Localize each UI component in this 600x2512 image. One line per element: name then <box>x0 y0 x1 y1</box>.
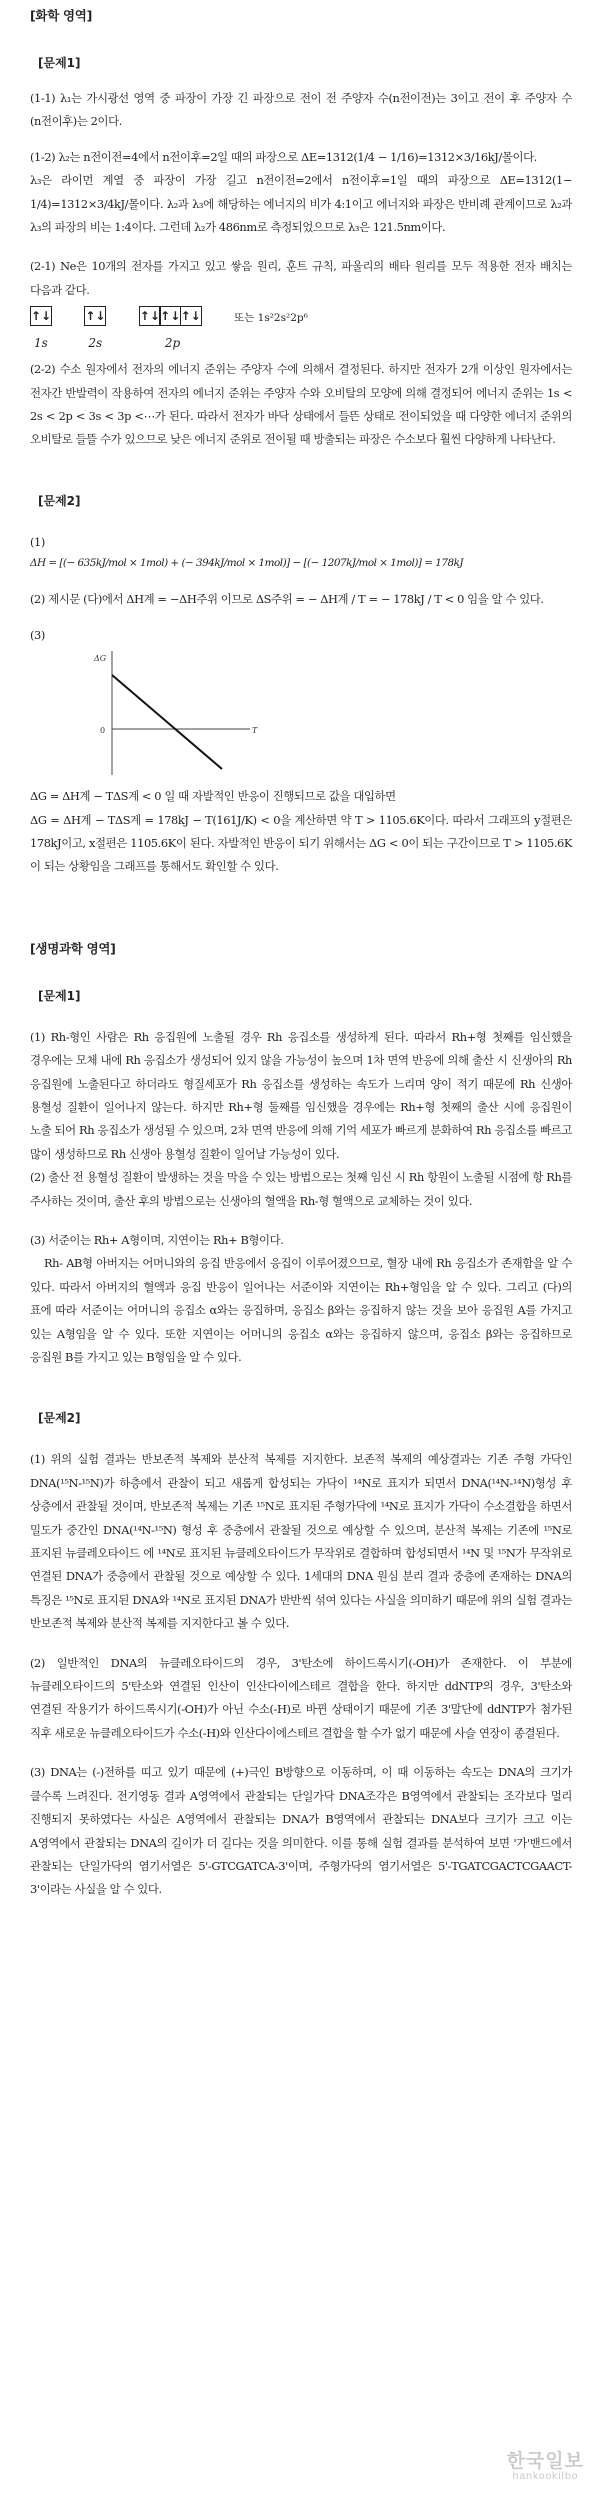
orbital-2p <box>139 306 200 350</box>
watermark-korean: 한국일보 <box>506 2450 584 2472</box>
graph-x-label: T <box>252 726 258 736</box>
chem-p2-q3-text1: ΔG = ΔH계 − TΔS계 < 0 일 때 자발적인 반응이 진행되므로 값을 대입하면 <box>30 789 396 804</box>
chem-p2-q3-label: (3) <box>30 627 45 642</box>
chem-p2-q2: (2) 제시문 (다)에서 ΔH계 = −ΔH주위 이므로 ΔS주위 = − ΔH계 / T = − 178kJ / T < 0 임을 알 수 있다. <box>30 592 544 607</box>
chem-p2-q1-label: (1) <box>30 534 45 549</box>
bio-p2-q2: (2) 일반적인 DNA의 뉴클레오타이드의 경우, 3'탄소에 하이드록시기(-OH)가 존재한다. 이 부분에 뉴클레오타이드의 5'탄소와 연결된 인산이 인산다이에스테르 결합을 한다. 하지만 ddNTP의 경우, 3'탄소와 연결된 작용기가 하이드록시기(-OH)가 아닌 수소(-H)로 바뀐 상태이기 때문에 기존 3'말단에 ddNTP가 첨가된 직후 새로운 뉴클레오타이드가 수소(-H)와 인산다이에스테르 결합을 할 수가 없기 때문에 사슬 연장이 종결된다. <box>30 1655 572 1740</box>
graph-origin-label: 0 <box>100 726 106 736</box>
bio-q2: (2) 출산 전 용혈성 질환이 발생하는 것을 막을 수 있는 방법으로는 첫째 임신 시 Rh 항원이 노출될 시점에 항 Rh를 주사하는 것이며, 출산 후의 방법으로는 신생아의 혈액을 Rh-형 혈액으로 교체하는 것이 있다. <box>30 1170 572 1208</box>
orbital-label: 1s <box>34 336 48 351</box>
orbital-1s <box>30 306 50 350</box>
orbital-box: ↑↓ <box>30 306 52 326</box>
orbital-box: ↑↓ <box>159 306 181 326</box>
bio-problem1-title: [문제1] <box>38 988 81 1003</box>
orbital-label: 2s <box>88 336 103 351</box>
chem-q1-1: (1-1) λ₁는 가시광선 영역 중 파장이 가장 긴 파장으로 전이 전 주양자 수(n전이전)는 3이고 전이 후 주양자 수(n전이후)는 2이다. <box>30 91 572 129</box>
orbital-box: ↑↓ <box>180 306 202 326</box>
chem-p2-q3-text2: ΔG = ΔH계 − TΔS계 = 178kJ − T(161J/K) < 0을 계산하면 약 T > 1105.6K이다. 따라서 그래프의 y절편은 178kJ이고, x절편은 1105.6K이 된다. 자발적인 반응이 되기 위해서는 ΔG < 0이 되는 구간이므로 T > 1105.6K 이 되는 상황임을 그래프를 통해서도 확인할 수 있다. <box>30 812 572 874</box>
gibbs-line <box>112 675 222 769</box>
chemistry-area-title: [화학 영역] <box>30 8 92 23</box>
gibbs-energy-graph <box>90 647 260 777</box>
bio-p2-q1: (1) 위의 실험 결과는 반보존적 복제와 분산적 복제를 지지한다. 보존적 복제의 예상결과는 기존 주형 가닥인 DNA(¹⁵N-¹⁵N)가 하층에서 관찰이 되고 새롭게 합성되는 가닥이 ¹⁴N로 표지가 되면서 DNA(¹⁴N-¹⁴N)형성 후 상층에서 관찰될 것이며, 반보존적 복제는 기존 ¹⁵N로 표지된 주형가닥에 ¹⁴N로 표지가 가닥이 수소결합을 하면서 밀도가 중간인 DNA(¹⁴N-¹⁵N) 형성 후 중층에서 관찰될 것으로 예상할 수 있으며, 분산적 복제는 기존에 ¹⁵N로 표지된 뉴클레오타이드 에 ¹⁴N로 표지된 뉴클레오타이드가 무작위로 결합하며 합성되면서 ¹⁴N 및 ¹⁵N가 무작위로 연결된 DNA가 중층에서 관찰될 것으로 예상할 수 있다. 1세대의 DNA 원심 분리 결과 중층에 존재하는 DNA의 특징은 ¹⁵N로 표지된 DNA와 ¹⁴N로 표지된 DNA가 반반씩 섞여 있다는 사실을 의미하기 때문에 위의 실험 결과는 반보존적 복제와 분산적 복제를 지지한다고 볼 수 있다. <box>30 1452 572 1631</box>
biology-area-title: [생명과학 영역] <box>30 940 116 956</box>
orbital-box: ↑↓ <box>84 306 106 326</box>
chem-q1-2-body: λ₃은 라이먼 계열 중 파장이 가장 길고 n전이전=2에서 n전이후=1일 때의 파장으로 ΔE=1312(1− 1/4)=1312×3/4kJ/몰이다. λ₂과 λ₃에 해당하는 에너지의 비가 4:1이고 에너지와 파장은 반비례 관계이므로 λ₂과 λ₃의 파장의 비는 1:4이다. 그런데 λ₂가 486nm로 측정되었으므로 λ₃은 121.5nm이다. <box>30 173 572 235</box>
watermark-english: hankookilbo <box>512 2471 579 2482</box>
electron-configuration-diagram <box>30 302 572 358</box>
orbital-alt-notation: 또는 1s²2s²2p⁶ <box>234 312 308 325</box>
bio-problem2-title: [문제2] <box>38 1411 81 1426</box>
chem-q2-1: (2-1) Ne은 10개의 전자를 가지고 있고 쌓음 원리, 훈트 규칙, 파울리의 배타 원리를 모두 적용한 전자 배치는 다음과 같다. <box>30 259 572 297</box>
bio-q3-body: Rh- AB형 아버지는 어머니와의 응집 반응에서 응집이 이루어졌으므로, 혈장 내에 Rh 응집소가 존재함을 알 수 있다. 따라서 아버지의 혈액과 응집 반응이 일어나는 서준이와 지연이는 Rh+형임을 알 수 있다. 그리고 (다)의 표에 따라 서준이는 어머니의 응집소 α와는 응집하며, 응집소 β와는 응집하지 않는 것을 보아 응집원 A를 가지고 있는 A형임을 알 수 있다. 또한 지연이는 어머니의 응집소 α와는 응집하지 않으며, 응집소 β와는 응집하므로 응집원 B를 가지고 있는 B형임을 알 수 있다. <box>30 1256 572 1364</box>
newspaper-watermark <box>507 2446 584 2482</box>
chem-q1-2-intro: (1-2) λ₂는 n전이전=4에서 n전이후=2일 때의 파장으로 ΔE=1312(1/4 − 1/16)=1312×3/16kJ/몰이다. <box>30 149 537 164</box>
orbital-label: 2p <box>164 336 181 351</box>
chem-problem2-title: [문제2] <box>38 493 81 508</box>
bio-p2-q3: (3) DNA는 (-)전하를 띠고 있기 때문에 (+)극인 B방향으로 이동하며, 이 때 이동하는 속도는 DNA의 크기가 클수록 느려진다. 전기영동 결과 A영역에서 관찰되는 단일가닥 DNA조각은 B영역에서 관찰되는 조각보다 멀리 진행되지 못하였다는 사실은 A영역에서 관찰되는 DNA가 B영역에서 관찰되는 DNA보다 크기가 크고 이는 A영역에서 관찰되는 DNA의 길이가 더 길다는 것을 의미한다. 이를 통해 실험 결과를 분석하여 보면 '가'밴드에서 관찰되는 단일가닥의 염기서열은 5'-GTCGATCA-3'이며, 주형가닥의 염기서열은 5'-TGATCGACTCGAACT-3'이라는 사실을 알 수 있다. <box>30 1765 572 1897</box>
enthalpy-equation: ΔH = [(− 635kJ/mol × 1mol) + (− 394kJ/mol × 1mol)] − [(− 1207kJ/mol × 1mol)] = 178kJ <box>30 557 464 570</box>
graph-y-label: ΔG <box>94 654 107 664</box>
orbital-2s <box>84 306 104 350</box>
orbital-box: ↑↓ <box>139 306 161 326</box>
chem-problem1-title: [문제1] <box>38 56 81 70</box>
chem-q2-2: (2-2) 수소 원자에서 전자의 에너지 준위는 주양자 수에 의해서 결정된다. 하지만 전자가 2개 이상인 원자에서는 전자간 반발력이 작용하여 전자의 에너지 준위는 주양자 수와 오비탈의 모양에 의해 결정되어 에너지 준위는 1s < 2s < 2p < 3s < 3p <⋯가 된다. 따라서 전자가 바닥 상태에서 들뜬 상태로 전이되었을 때 다양한 에너지 준위의 오비탈로 들뜰 수가 있으므로 낮은 에너지 준위로 전이될 때 방출되는 파장은 수소보다 훨씬 다양하게 나타난다. <box>30 362 572 447</box>
bio-q3-intro: (3) 서준이는 Rh+ A형이며, 지연이는 Rh+ B형이다. <box>30 1232 284 1247</box>
bio-q1: (1) Rh-형인 사람은 Rh 응집원에 노출될 경우 Rh 응집소를 생성하게 된다. 따라서 Rh+형 첫째를 임신했을 경우에는 모체 내에 Rh 응집소가 생성되어 있지 않을 가능성이 높으며 1차 면역 반응에 의해 출산 시 신생아의 Rh 응집원에 노출된다고 하더라도 형질세포가 Rh 응집소를 생성하는 속도가 느리며 양이 적기 때문에 Rh 신생아 용혈성 질환이 일어나지 않는다. 하지만 Rh+형 둘째를 임신했을 경우에는 Rh+형 첫째의 출산 시에 응집원이 노출 되어 Rh 응집소가 생성될 수 있으며, 2차 면역 반응에 의해 기억 세포가 빠르게 분화하여 Rh 응집소를 빠르고 많이 생성하므로 Rh 신생아 용혈성 질환이 일어날 가능성이 있다. <box>30 1029 572 1161</box>
